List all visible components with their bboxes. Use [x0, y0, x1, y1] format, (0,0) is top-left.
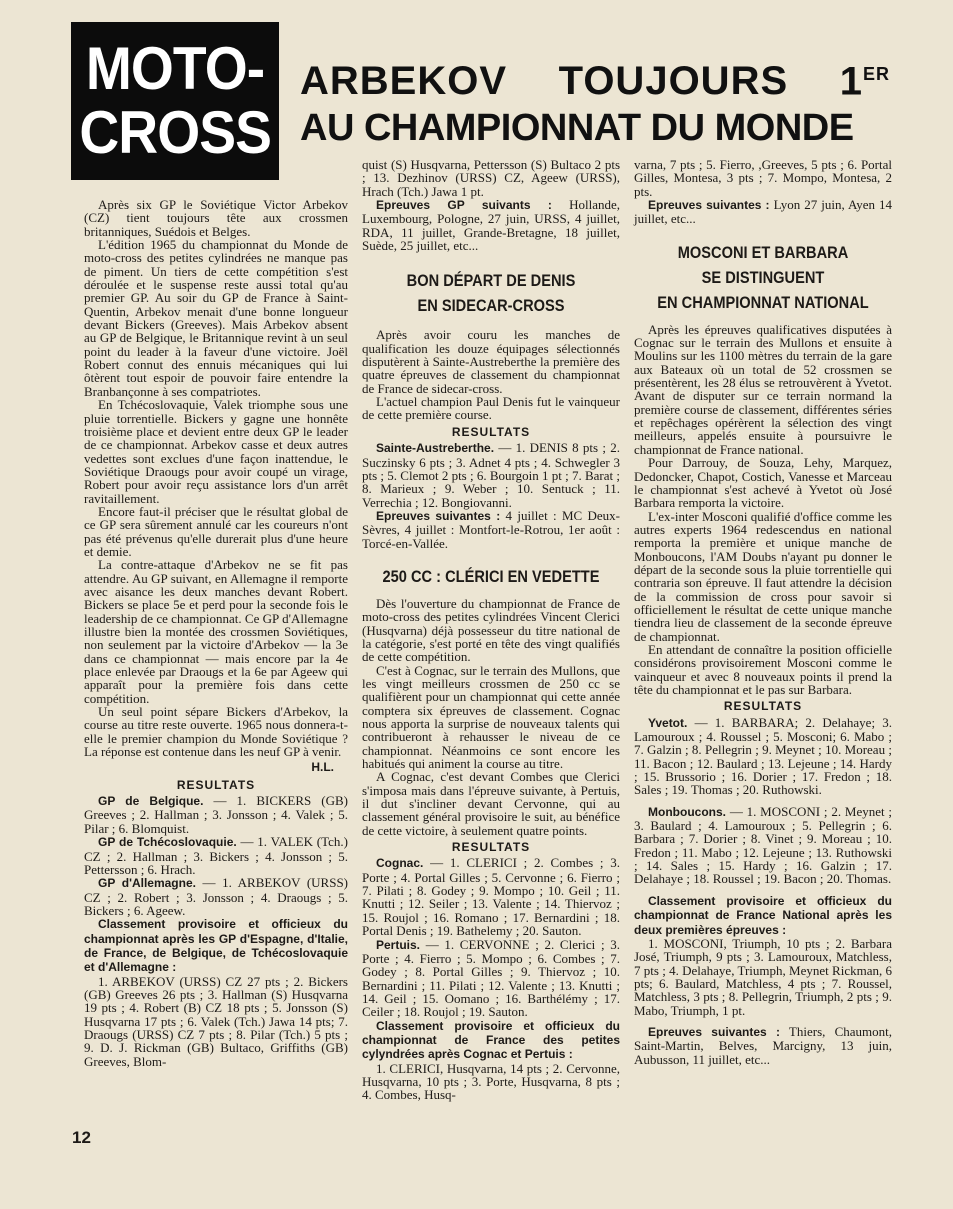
classement-text: 1. ARBEKOV (URSS) CZ 27 pts ; 2. Bickers (GB) Greeves 26 pts ; 3. Hallman (S) Husqvarna 19 pts ; 4. Robert (B) CZ 18 pts ; 5. Jonsson (S) Husqvarna 17 pts ; 6. Valek (Tch.) Jawa 14 pts; 7. Draougs (URSS) CZ 7 pts ; 8. Pilar (Tch.) 5 pts ; 9. D. J. Rickman (GB) Bultaco, Griffiths (GB) Greeves, Blom- — [84, 973, 348, 1069]
result-label: GP de Belgique. — [98, 794, 204, 809]
classement-heading — [84, 917, 348, 974]
sidecar-section-title-line-1: BON DÉPART DE DENIS — [406, 271, 576, 291]
result-text: — 1. CLERICI ; 2. Combes ; 3. Porte ; 4. Portal Gilles ; 5. Cervonne ; 6. Fierro ; 7. Pilati ; 8. Godey ; 9. Mompo ; 10. Geil ; 11. Knutti ; 12. Seiler ; 13. Valente ; 14. Thiervoz ; 15. Roujol ; 16. Romano ; 17. Bernardini ; 18. Portal Denis ; 19. Bathelemy ; 20. Sauton. — [362, 855, 621, 939]
result-monboucons — [634, 805, 892, 886]
national-paragraph-3: L'ex-inter Mosconi qualifié d'office comme les autres experts 1964 redescendus en national remporta la première et unique manche de Monboucons, l'AM Doubs n'ayant pu donner le départ de la seconde sous la pluie torrentielle qui contraria son épreuve. Il faut attendre la décision de la commission de cross pour savoir si officiellement le résultat de cette unique manche tiendra lieu de classement de la seconde épreuve de championnat. — [634, 508, 892, 644]
result-label: Sainte-Austreberthe. — [376, 441, 495, 456]
headline-rank-number: 1 — [839, 59, 863, 104]
column-3 — [634, 158, 892, 1066]
column-1 — [84, 198, 348, 1068]
result-text: — 1. DENIS 8 pts ; 2. Suczinsky 6 pts ; 3. Adnet 4 pts ; 4. Schwegler 3 pts ; 5. Clemot 2 pts ; 6. Bourgoin 1 pt ; 7. Barat ; 8. Marieux ; 9. Weber ; 10. Sentuck ; 11. Verrechia ; 12. Bongiovanni. — [362, 440, 621, 510]
col3-continuation: varna, 7 pts ; 5. Fierro, ,Greeves, 5 pts ; 6. Portal Gilles, Montesa, 3 pts ; 7. Mompo, Montesa, 2 pts. — [634, 157, 892, 199]
headline-word-2: TOUJOURS — [558, 59, 789, 104]
col1-paragraph-4: Encore faut-il préciser que le résultat global de ce GP sera sûrement annulé car les coureurs n'ont pas été prévenus qu'elle durerait plus d'une heure et demie. — [84, 503, 348, 559]
result-yvetot — [634, 716, 892, 797]
250cc-paragraph-2: C'est à Cognac, sur le terrain des Mullons, que les vingt meilleurs crossmen de 250 cc se qualifièrent pour un championnat qui cette année comptera six épreuves de classement. Cognac nous apporta la surprise de nouveaux talents qui contribueront à rehausser le niveau de ce championnat. Néanmoins ce sont encore les habitués qui animent la course au titre. — [362, 662, 620, 772]
col1-paragraph-2: L'édition 1965 du championnat du Monde de moto-cross des petites cylindrées ne manque pas de piment. Un tiers de cette compétition s'est déroulée et le suspense reste aussi total qu'au premier GP. Au soir du GP de France à Saint-Quentin, Arbekov menait d'une bonne longueur devant Bickers (Greeves). Mais Arbekov absent au GP de Belgique, le Britannique revint à un seul point du leader à la faveur d'une victoire. Joël Robert connut des ennuis mécaniques qui lui ôtèrent tout espoir de pouvoir faire entendre la Branbançonne à ses compatriotes. — [84, 237, 348, 399]
motocross-logo-block — [71, 22, 279, 180]
result-text: — 1. ARBEKOV (URSS) CZ ; 2. Robert ; 3. Jonsson ; 4. Draougs ; 5. Bickers ; 6. Ageew. — [84, 875, 349, 918]
result-text: — 1. VALEK (Tch.) CZ ; 2. Hallman ; 3. Bickers ; 4. Jonsson ; 5. Pettersson ; 6. Hrach. — [84, 834, 348, 877]
250cc-results-heading: RESULTATS — [451, 840, 531, 855]
col2-epreuves — [362, 198, 620, 252]
national-paragraph-4: En attendant de connaître la position officielle considérons provisoirement Mosconi comme le vainqueur et avec 8 nouveaux points il prend la tête du championnat et le pas sur Barbara. — [634, 641, 892, 697]
250cc-section-title: 250 CC : CLÉRICI EN VEDETTE — [382, 566, 600, 586]
epreuves-label: Epreuves suivantes : — [648, 1024, 780, 1039]
classement-heading-text: Classement provisoire et officieux du championnat de France des petites cylyndrées après Cognac et Pertuis : — [362, 1018, 620, 1062]
epreuves-text: 4 juillet : MC Deux-Sèvres, 4 juillet : Montfort-le-Rotrou, 1er août : Torcé-en-Vallée. — [362, 507, 620, 551]
col2-continuation: quist (S) Husqvarna, Pettersson (S) Bultaco 2 pts ; 13. Dezhinov (URSS) CZ, Ageew (URSS), Hrach (Tch.) Jawa 1 pt. — [362, 157, 620, 199]
national-classement-text: 1. MOSCONI, Triumph, 10 pts ; 2. Barbara José, Triumph, 9 pts ; 3. Lamouroux, Matchless, 7 pts ; 4. Delahaye, Triumph, Meynet Rickman, 6 pts; 6. Baulard, Matchless, 4 pts ; 7. Roussel, Matchless, 3 pts ; 8. Pellegrin, Triumph, 2 pts ; 9. Mabo, Triumph, 1 pt. — [634, 935, 892, 1018]
logo-line-1: MOTO- — [85, 35, 265, 102]
result-label: Yvetot. — [648, 715, 688, 730]
headline-line-1 — [300, 50, 890, 105]
national-results-heading: RESULTATS — [723, 699, 803, 714]
headline-line-2: AU CHAMPIONNAT DU MONDE — [300, 107, 854, 150]
result-text: — 1. CERVONNE ; 2. Clerici ; 3. Porte ; 4. Fierro ; 5. Mompo ; 6. Combes ; 7. Godey ; 8. Portal Gilles ; 9. Thiervoz ; 10. Bernardini ; 11. Pilati ; 12. Valente ; 13. Knutti ; 14. Geil ; 15. Oomano ; 16. Barthélémy ; 17. Ceiler ; 18. Roujol ; 19. Sauton. — [362, 936, 621, 1020]
epreuves-label: Epreuves suivantes : — [648, 198, 770, 213]
result-label: GP d'Allemagne. — [98, 876, 196, 891]
sidecar-epreuves — [362, 509, 620, 550]
headline-rank — [840, 50, 890, 105]
result-label: GP de Tchécoslovaquie. — [98, 835, 237, 850]
epreuves-text: Thiers, Chaumont, Saint-Martin, Belves, Marcigny, 13 juin, Aubusson, 11 juillet, etc... — [634, 1023, 892, 1067]
headline-rank-suffix: ER — [862, 64, 890, 84]
250cc-classement-heading — [362, 1019, 620, 1062]
page-number: 12 — [72, 1128, 91, 1147]
column-2 — [362, 158, 620, 1102]
national-paragraph-1: Après les épreuves qualificatives disputées à Cognac sur le terrain des Mullons et ensuite à Moulins sur les 1100 mètres du terrain de la gare aux Bateaux où un total de 52 crossmen se présentèrent, les 28 élus se retrouvèrent à Yvetot. Avant de disputer sur ce terrain normand la première course de classement, différentes séries et repêchages opérèrent la sélection des vingt meilleurs, appelés ensuite à poursuivre le championnat de France national. — [634, 321, 892, 457]
result-cognac — [362, 856, 620, 937]
epreuves-label: Epreuves suivantes : — [376, 508, 501, 523]
col1-results-heading: RESULTATS — [176, 777, 256, 792]
national-classement-heading — [634, 894, 892, 937]
national-section-title-line-2: SE DISTINGUENT — [701, 267, 825, 287]
result-sainte-austreberthe — [362, 441, 620, 509]
col1-paragraph-5: La contre-attaque d'Arbekov ne se fit pas attendre. Au GP suivant, en Allemagne il remporte avec aisance les deux manches devant Robert. Bickers se place 5e et perd pour la seconde fois le leadership de ce championnat. Ce GP d'Allemagne illustre bien la montée des crossmen Soviétiques, non seulement par la victoire d'Arbekov — la 3e dans ce championnat — mais encore par la 4e place enlevée par Draougs et la 6e par Ageew qui apparaît pour la première fois dans cette compétition. — [84, 557, 348, 706]
col3-epreuves — [634, 198, 892, 226]
result-gp-allemagne — [84, 876, 348, 917]
250cc-paragraph-3: A Cognac, c'est devant Combes que Clerici s'imposa mais dans l'épreuve suivante, à Pertuis, il dut s'incliner devant Cervonne, qui au classement général provisoire le suit, au bénéfice de cette victoire, à seulement quatre points. — [362, 769, 620, 838]
sidecar-paragraph-2: L'actuel champion Paul Denis fut le vainqueur de cette première course. — [362, 394, 620, 423]
headline-word-1: ARBEKOV — [300, 59, 508, 104]
result-label: Pertuis. — [376, 937, 421, 952]
col1-paragraph-3: En Tchécoslovaquie, Valek triomphe sous une pluie torrentielle. Bickers y gagne une honnête troisième place et devient entre deux GP le leader de ce championnat. Arbekov casse et deux autres vedettes sont exclues d'une façon inattendue, le Soviétique Draougs pour avoir coupé un virage, Robert pour avoir reçu assistance lors d'un arrêt ravitaillement. — [84, 397, 348, 506]
sidecar-section-title-line-2: EN SIDECAR-CROSS — [417, 296, 565, 316]
250cc-classement-text: 1. CLERICI, Husqvarna, 14 pts ; 2. Cervonne, Husqvarna, 10 pts ; 3. Porte, Husqvarna, 8 pts ; 4. Combes, Husq- — [362, 1060, 620, 1103]
classement-heading-text: Classement provisoire et officieux du championnat de France National après les deux premières épreuves : — [634, 893, 892, 937]
col1-paragraph-1: Après six GP le Soviétique Victor Arbekov (CZ) tient toujours tête aux crossmen britanniques, Suédois et Belges. — [84, 197, 348, 239]
national-section-title-line-1: MOSCONI ET BARBARA — [677, 242, 849, 262]
epreuves-text: Lyon 27 juin, Ayen 14 juillet, etc... — [634, 197, 892, 227]
result-label: Monboucons. — [648, 804, 726, 819]
sidecar-results-heading: RESULTATS — [451, 424, 531, 439]
sidecar-paragraph-1: Après avoir couru les manches de qualification les douze équipages sélectionnés disputèrent à Sainte-Austreberthe la première des quatre épreuves de classement du championnat de France de sidecar-cross. — [362, 327, 620, 396]
result-pertuis — [362, 938, 620, 1019]
result-label: Cognac. — [376, 856, 424, 871]
result-gp-belgique — [84, 794, 348, 835]
result-text: — 1. BARBARA; 2. Delahaye; 3. Lamouroux ; 4. Roussel ; 5. Mosconi; 6. Mabo ; 7. Galzin ; 8. Pellegrin ; 9. Meynet ; 10. Moreau ; 11. Bacon ; 12. Baulard ; 13. Lejeune ; 14. Hardy ; 15. Brussorio ; 16. Dorier ; 17. Fredon ; 18. Sales ; 19. Thomas ; 20. Ruthowski. — [634, 714, 893, 798]
article-headline — [300, 50, 890, 151]
result-text: — 1. BICKERS (GB) Greeves ; 2. Hallman ; 3. Jonsson ; 4. Valek ; 5. Pilar ; 6. Blomquist. — [84, 793, 348, 836]
author-signature: H.L. — [311, 760, 334, 775]
national-epreuves — [634, 1025, 892, 1066]
logo-line-2: CROSS — [79, 99, 272, 166]
epreuves-text: Hollande, Luxembourg, Pologne, 27 juin, URSS, 4 juillet, RDA, 11 juillet, Grande-Bretagne, 18 juillet, Suède, 25 juillet, etc... — [362, 197, 620, 254]
col1-paragraph-6: Un seul point sépare Bickers d'Arbekov, la course au titre reste ouverte. 1965 nous donnera-t-elle le premier champion du Monde Soviétique ? La réponse est contenue dans les neuf GP à venir. — [84, 704, 348, 760]
result-text: — 1. MOSCONI ; 2. Meynet ; 3. Baulard ; 4. Lamouroux ; 5. Pellegrin ; 6. Barbara ; 7. Dorier ; 8. Vinet ; 9. Moreau ; 10. Fredon ; 11. Mabo ; 12. Lejeune ; 13. Ruthowski ; 14. Sales ; 15. Hardy ; 16. Galzin ; 17. Delahaye ; 18. Roussel ; 19. Bacon ; 20. Thomas. — [634, 803, 893, 887]
epreuves-label: Epreuves GP suivants : — [376, 198, 552, 213]
250cc-paragraph-1: Dès l'ouverture du championnat de France de moto-cross des petites cylindrées Vincent Clerici (Husqvarna) déjà possesseur du titre national de la catégorie, s'est porté en tête des vingt qualifiés de cette compétition. — [362, 595, 620, 665]
national-paragraph-2: Pour Darrouy, de Souza, Lehy, Marquez, Dedoncker, Chapot, Costich, Vanesse et Marceau le championnat s'est achevé à Yvetot où José Barbara remporta la victoire. — [634, 455, 892, 511]
national-section-title-line-3: EN CHAMPIONNAT NATIONAL — [657, 292, 869, 312]
classement-heading-text: Classement provisoire et officieux du championnat après les GP d'Espagne, d'Italie, de France, de Belgique, de Tchécoslovaquie et d'Allemagne : — [84, 917, 348, 975]
result-gp-tchecoslovaquie — [84, 835, 348, 876]
